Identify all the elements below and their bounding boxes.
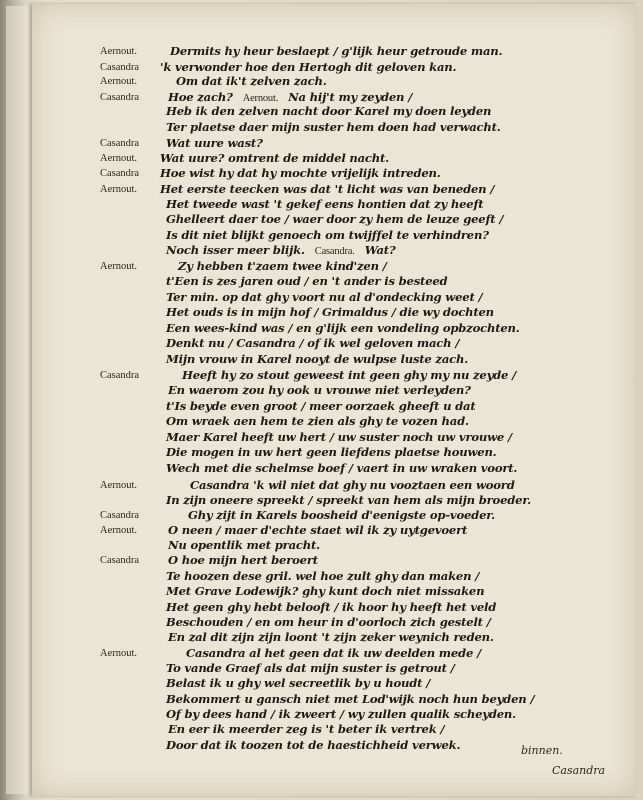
verse-text: Nu opentlik met pracht. — [168, 538, 320, 552]
verse-text: Is dit niet blijkt genoech om twijffel te verhindren? — [166, 228, 489, 242]
verse-text: Wat uure? omtrent de middel nacht. — [160, 151, 389, 165]
verse-text: Maer Karel heeft uw hert / uw suster noch uw vrouwe / — [166, 430, 512, 444]
verse-text: Beschouden / en om heur in d'oorloch zich gestelt / — [166, 615, 491, 629]
speaker-label: Aernout. — [100, 648, 138, 659]
speaker-label: Casandra — [100, 370, 140, 381]
verse-text: Of by dees hand / ik zweert / wy zullen qualik scheyden. — [166, 707, 516, 721]
speaker-label: Aernout. — [100, 153, 138, 164]
verse-line — [0, 336, 630, 353]
verse-text: Zy hebben t'zaem twee kind'zen / — [178, 259, 387, 273]
verse-line — [0, 352, 630, 369]
verse-line — [0, 414, 630, 431]
verse-text: Een wees-kind was / en g'lijk een vondeling opbzochten. — [166, 321, 520, 335]
speaker-label: Casandra — [100, 138, 140, 149]
verse-text: Denkt nu / Casandra / of ik wel geloven mach / — [166, 336, 460, 350]
verse-text: Hoe wist hy dat hy mochte vrijelijk intreden. — [160, 166, 441, 180]
verse-text: Het ouds is in mijn hof / Grimaldus / die wy dochten — [166, 305, 494, 319]
verse-text: O neen / maer d'echte staet wil ik zy uytgevoert — [168, 523, 468, 537]
verse-text: t'Een is zes jaren oud / en 't ander is besteed — [166, 274, 448, 288]
speaker-label: Aernout. — [100, 184, 138, 195]
verse-text: Ghelleert daer toe / waer door zy hem de leuze geeft / — [166, 212, 504, 226]
verse-text: In zijn oneere spreekt / spreekt van hem als mijn broeder. — [166, 493, 532, 507]
verse-text: Om dat ik't zelven zach. — [176, 74, 327, 88]
verse-line — [0, 212, 630, 229]
speaker-label: Aernout. — [100, 46, 138, 57]
verse-line — [0, 445, 630, 462]
verse-text: Te hoozen dese gril. wel hoe zult ghy dan maken / — [166, 569, 480, 583]
verse-text: Ghy zijt in Karels boosheid d'eenigste op-voeder. — [188, 508, 495, 522]
verse-line — [0, 120, 630, 137]
verse-text: Door dat ik toozen tot de haestichheid verwek. — [166, 738, 461, 752]
verse-line — [0, 104, 630, 121]
verse-line — [0, 274, 630, 291]
verse-text: Ter plaetse daer mijn suster hem doen had verwacht. — [166, 120, 501, 134]
verse-line — [0, 383, 630, 400]
verse-text: Casandra al het geen dat ik uw deelden mede / — [186, 646, 481, 660]
verse-text: Casandra 'k wil niet dat ghy nu vooztaen een woord — [190, 478, 515, 492]
verse-text: Het geen ghy hebt belooft / ik hoor hy heeft het veld — [166, 600, 497, 614]
verse-line — [0, 44, 630, 61]
speaker-label: Aernout. — [242, 93, 279, 104]
verse-line — [0, 630, 630, 647]
speaker-label: Aernout. — [100, 76, 138, 87]
verse-text: Die mogen in uw hert geen liefdens plaetse houwen. — [166, 445, 497, 459]
verse-text: 'k verwonder hoe den Hertogh dit geloven kan. — [160, 60, 457, 74]
verse-line — [0, 722, 630, 739]
verse-text: Ter min. op dat ghy voort nu al d'ondecking weet / — [166, 290, 483, 304]
verse-line — [0, 553, 630, 570]
verse-text: Bekommert u gansch niet met Lod'wijk noch hun beyden / — [166, 692, 535, 706]
verse-text: En zal dit zijn zijn loont 't zijn zeker weynich reden. — [168, 630, 494, 644]
speaker-label: Casandra. — [314, 246, 355, 257]
speaker-label: Casandra — [100, 62, 140, 73]
verse-text: En eer ik meerder zeg is 't beter ik vertrek / — [168, 722, 445, 736]
verse-text: To vande Graef als dat mijn suster is getrout / — [166, 661, 455, 675]
verse-text: t'Is beyde even groot / meer oorzaek gheeft u dat — [166, 399, 476, 413]
verse-text: Belast ik u ghy wel secreetlik by u houdt / — [166, 676, 431, 690]
speaker-label: Aernout. — [100, 261, 138, 272]
verse-text: Wech met die schelmse boef / vaert in uw wraken voort. — [166, 461, 518, 475]
verse-text: Het eerste teecken was dat 't licht was van beneden / — [160, 182, 495, 196]
verse-text: Heeft hy zo stout geweest int geen ghy my nu zeyde / — [182, 368, 517, 382]
verse-line — [0, 74, 630, 91]
verse-text: Om wraek aen hem te zien als ghy te vozen had. — [166, 414, 469, 428]
verse-text: En waerom zou hy ook u vrouwe niet verleyden? — [168, 383, 471, 397]
verse-text: Wat uure wast? — [166, 136, 263, 150]
verse-text: Heb ik den zelven nacht door Karel my doen leyden — [166, 104, 492, 118]
verse-line — [0, 584, 630, 601]
verse-text: Het tweede wast 't gekef eens hontien dat zy heeft — [166, 197, 484, 211]
verse-line — [0, 166, 630, 183]
verse-line — [0, 243, 630, 260]
speaker-label: Casandra — [100, 168, 140, 179]
verse-line — [0, 461, 630, 478]
speaker-label: Casandra — [100, 92, 140, 103]
verse-line — [0, 305, 630, 322]
stage-direction: binnen. — [521, 744, 563, 757]
verse-text: Hoe zach? Aernout. Na hij't my zeyden / — [168, 90, 413, 104]
speaker-label: Aernout. — [100, 480, 138, 491]
verse-text: Dermits hy heur beslaept / g'lijk heur getroude man. — [170, 44, 503, 58]
speaker-label: Aernout. — [100, 525, 138, 536]
verse-text: Met Grave Lodewijk? ghy kunt doch niet missaken — [166, 584, 485, 598]
verse-text: Mijn vrouw in Karel nooyt de wulpse luste zach. — [166, 352, 469, 366]
verse-text: O hoe mijn hert beroert — [168, 553, 318, 567]
speaker-label: Casandra — [100, 510, 140, 521]
speaker-label: Casandra — [100, 555, 140, 566]
verse-text: Noch isser meer blijk. Casandra. Wat? — [166, 243, 396, 257]
verse-line — [0, 676, 630, 693]
catchword: Casandra — [552, 764, 606, 777]
